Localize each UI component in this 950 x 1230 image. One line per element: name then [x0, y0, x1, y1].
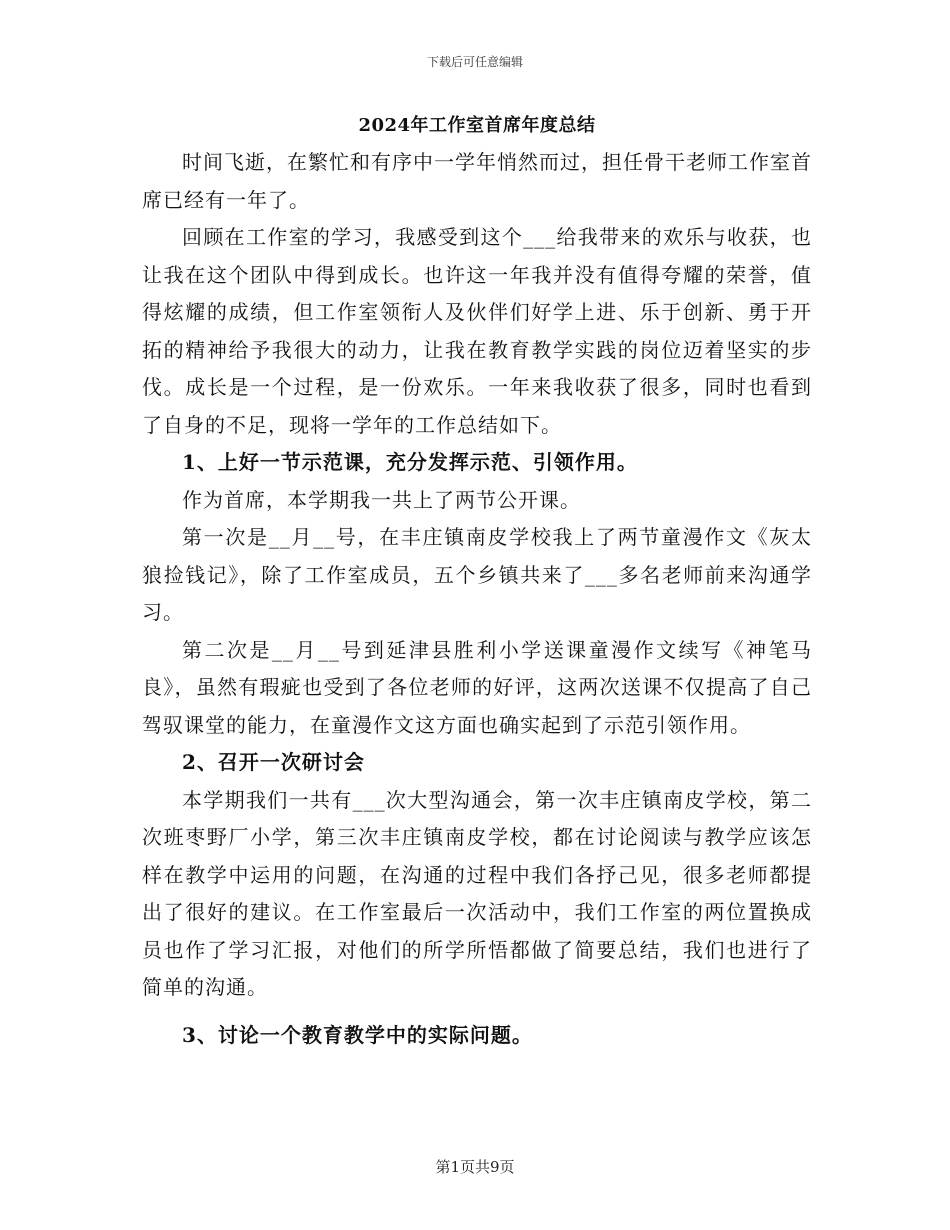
paragraph-intro: 时间飞逝，在繁忙和有序中一学年悄然而过，担任骨干老师工作室首席已经有一年了。 [142, 150, 812, 212]
section-heading-1: 1、上好一节示范课，充分发挥示范、引领作用。 [182, 450, 638, 474]
document-title: 2024年工作室首席年度总结 [358, 115, 596, 136]
paragraph-review: 回顾在工作室的学习，我感受到这个___给我带来的欢乐与收获，也让我在这个团队中得到成长。也许这一年我并没有值得夸耀的荣誉，值得炫耀的成绩，但工作室领衔人及伙伴们好学上进、乐于创新、勇于开拓的精神给予我很大的动力，让我在教育教学实践的岗位迈着坚实的步伐。成长是一个过程，是一份欢乐。一年来我收获了很多，同时也看到了自身的不足，现将一学年的工作总结如下。 [142, 225, 812, 437]
section-heading-3: 3、讨论一个教育教学中的实际问题。 [182, 1022, 533, 1047]
paragraph-public-lessons: 作为首席，本学期我一共上了两节公开课。 [182, 487, 581, 512]
paragraph-first-lesson: 第一次是__月__号，在丰庄镇南皮学校我上了两节童漫作文《灰太狼捡钱记》，除了工作室成员，五个乡镇共来了___多名老师前来沟通学习。 [142, 525, 812, 624]
paragraph-seminar: 本学期我们一共有___次大型沟通会，第一次丰庄镇南皮学校，第二次班枣野厂小学，第三次丰庄镇南皮学校，都在讨论阅读与教学应该怎样在教学中运用的问题，在沟通的过程中我们各抒己见，很多老师都提出了很好的建议。在工作室最后一次活动中，我们工作室的两位置换成员也作了学习汇报，对他们的所学所悟都做了简要总结，我们也进行了简单的沟通。 [142, 787, 812, 999]
section-heading-2: 2、召开一次研讨会 [182, 750, 365, 774]
paragraph-second-lesson: 第二次是__月__号到延津县胜利小学送课童漫作文续写《神笔马良》，虽然有瑕疵也受到了各位老师的好评，这两次送课不仅提高了自己驾驭课堂的能力，在童漫作文这方面也确实起到了示范引领作用。 [142, 637, 812, 737]
document-body [142, 112, 812, 1054]
page-number-footer: 第1页共9页 [435, 1158, 515, 1176]
header-note: 下载后可任意编辑 [426, 55, 523, 69]
